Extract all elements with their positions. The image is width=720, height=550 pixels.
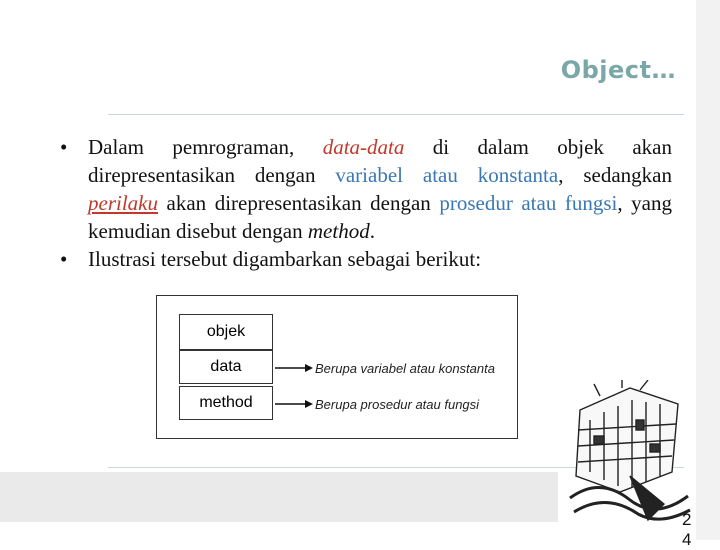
footer-band [0,472,558,522]
arrow-icon [275,400,313,408]
bullet-1-segment: akan direpresentasikan dengan [157,191,440,215]
bullet-1-segment: , sedangkan [558,163,672,187]
page-number-line-1: 2 [682,510,692,529]
bullet-item-2 [60,245,672,273]
page-number-line-2: 4 [682,530,692,549]
bullet-2-segment: Ilustrasi tersebut digambarkan sebagai berikut: [88,247,482,271]
diagram-desc-data: Berupa variabel atau konstanta [315,361,495,376]
bullet-text-1 [88,135,672,243]
object-diagram [156,295,518,439]
bullet-1-segment: data-data [322,135,405,159]
right-edge-strip [696,0,720,540]
slide-body [60,133,672,273]
diagram-row-method: method [179,386,273,420]
sketch-illustration [560,380,696,526]
bullet-1-segment: prosedur atau fungsi [439,191,618,215]
diagram-row-data: data [179,350,273,384]
bullet-dot: • [60,135,68,159]
slide-title: Object… [560,56,676,84]
bullet-1-segment: perilaku [88,191,158,215]
bullet-1-segment: di dalam objek akan direpresentasikan dengan [88,135,672,187]
page-number [682,510,691,550]
bullet-item-1 [60,133,672,245]
bullet-1-segment: . [369,219,375,243]
diagram-desc-method: Berupa prosedur atau fungsi [315,397,480,412]
bullet-1-segment: variabel atau konstanta [335,163,559,187]
bullet-dot: • [60,247,68,271]
bullet-1-segment: method [307,219,370,243]
diagram-header-objek: objek [179,314,273,350]
bullet-text-2 [88,247,481,271]
bullet-1-segment: Dalam pemrograman, [88,135,323,159]
title-divider [108,114,684,115]
arrow-icon [275,364,313,372]
bullet-1-segment: , yang kemudian disebut dengan [88,191,672,243]
